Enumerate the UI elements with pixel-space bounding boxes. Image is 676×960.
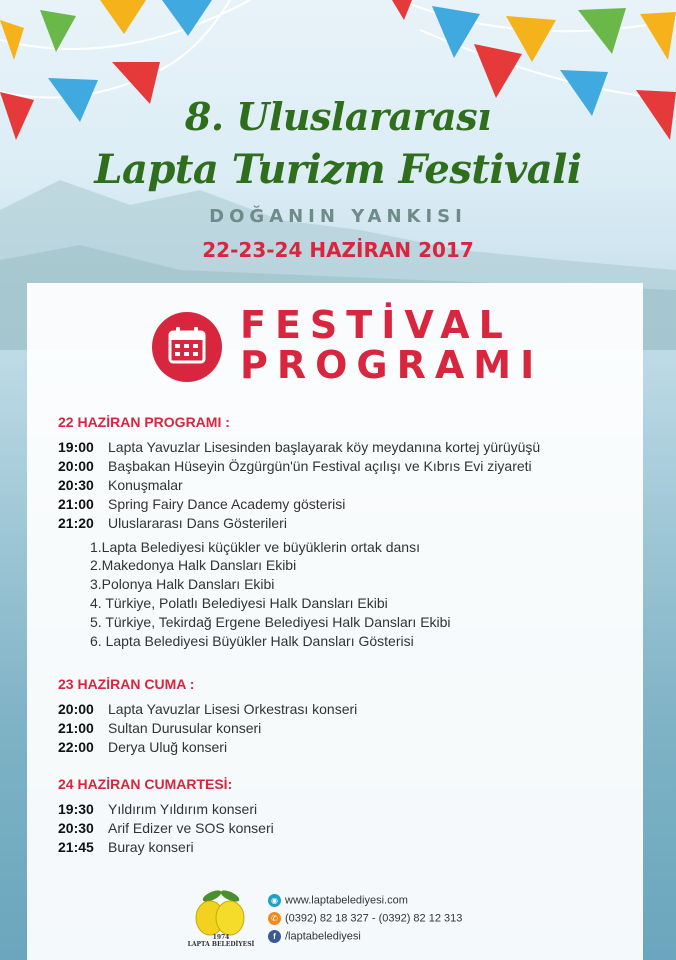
event-row — [58, 820, 274, 836]
event-time: 21:20 — [58, 515, 94, 531]
event-desc: Yıldırım Yıldırım konseri — [108, 801, 258, 817]
logo-year: 1974 — [212, 934, 230, 941]
event-time: 21:00 — [58, 496, 94, 512]
event-row — [58, 439, 540, 455]
event-time: 21:00 — [58, 720, 94, 736]
event-desc: Derya Uluğ konseri — [108, 739, 228, 755]
list-item: 4. Türkiye, Polatlı Belediyesi Halk Dansları Ekibi — [90, 595, 388, 611]
list-item: 2.Makedonya Halk Dansları Ekibi — [90, 557, 297, 573]
list-item: 5. Türkiye, Tekirdağ Ergene Belediyesi Halk Dansları Ekibi — [90, 614, 451, 630]
festival-title-line2: Lapta Turizm Festivali — [94, 146, 582, 193]
event-desc: Konuşmalar — [108, 477, 183, 493]
event-row — [58, 739, 227, 755]
event-desc: Arif Edizer ve SOS konseri — [108, 820, 274, 836]
event-row — [58, 515, 287, 531]
event-desc: Spring Fairy Dance Academy gösterisi — [108, 496, 346, 512]
website-link[interactable] — [268, 894, 408, 907]
logo-name: LAPTA BELEDİYESİ — [187, 941, 255, 948]
list-item: 3.Polonya Halk Dansları Ekibi — [90, 576, 275, 592]
event-desc: Uluslararası Dans Gösterileri — [108, 515, 287, 531]
facebook-text: /laptabelediyesi — [285, 930, 361, 943]
event-time: 22:00 — [58, 739, 94, 755]
phone-info — [268, 912, 462, 925]
facebook-link[interactable] — [268, 930, 361, 943]
calendar-icon — [152, 312, 222, 382]
event-desc: Buray konseri — [108, 839, 194, 855]
day-heading: 24 HAZİRAN CUMARTESİ: — [58, 776, 233, 792]
event-desc: Sultan Durusular konseri — [108, 720, 262, 736]
event-row — [58, 720, 261, 736]
event-row — [58, 839, 194, 855]
festival-subtitle: DOĞANIN YANKISI — [209, 206, 467, 227]
event-time: 19:30 — [58, 801, 94, 817]
event-row — [58, 801, 257, 817]
event-desc: Başbakan Hüseyin Özgürgün'ün Festival açılışı ve Kıbrıs Evi ziyareti — [108, 458, 532, 474]
event-row — [58, 458, 532, 474]
logo-caption — [181, 934, 261, 948]
phone-text: (0392) 82 18 327 - (0392) 82 12 313 — [285, 912, 463, 925]
program-title — [240, 303, 544, 387]
event-time: 20:30 — [58, 477, 94, 493]
event-time: 20:00 — [58, 701, 94, 717]
facebook-icon: f — [268, 930, 281, 943]
globe-icon: ◉ — [268, 894, 281, 907]
list-item: 6. Lapta Belediyesi Büyükler Halk Dansları Gösterisi — [90, 633, 414, 649]
event-row — [58, 477, 183, 493]
day-heading: 22 HAZİRAN PROGRAMI : — [58, 414, 230, 430]
festival-title-line1: 8. Uluslararası — [184, 94, 492, 139]
phone-icon: ✆ — [268, 912, 281, 925]
event-time: 19:00 — [58, 439, 94, 455]
event-desc: Lapta Yavuzlar Lisesinden başlayarak köy meydanına kortej yürüyüşü — [108, 439, 541, 455]
event-time: 20:00 — [58, 458, 94, 474]
program-title-line2: PROGRAMI — [240, 343, 544, 387]
festival-dates: 22-23-24 HAZİRAN 2017 — [202, 238, 474, 262]
event-row — [58, 496, 345, 512]
program-title-line1: FESTİVAL — [240, 303, 512, 347]
event-time: 20:30 — [58, 820, 94, 836]
day-heading: 23 HAZİRAN CUMA : — [58, 676, 195, 692]
website-text: www.laptabelediyesi.com — [285, 894, 408, 907]
event-time: 21:45 — [58, 839, 94, 855]
event-desc: Lapta Yavuzlar Lisesi Orkestrası konseri — [108, 701, 358, 717]
event-row — [58, 701, 357, 717]
list-item: 1.Lapta Belediyesi küçükler ve büyüklerin ortak dansı — [90, 539, 420, 555]
